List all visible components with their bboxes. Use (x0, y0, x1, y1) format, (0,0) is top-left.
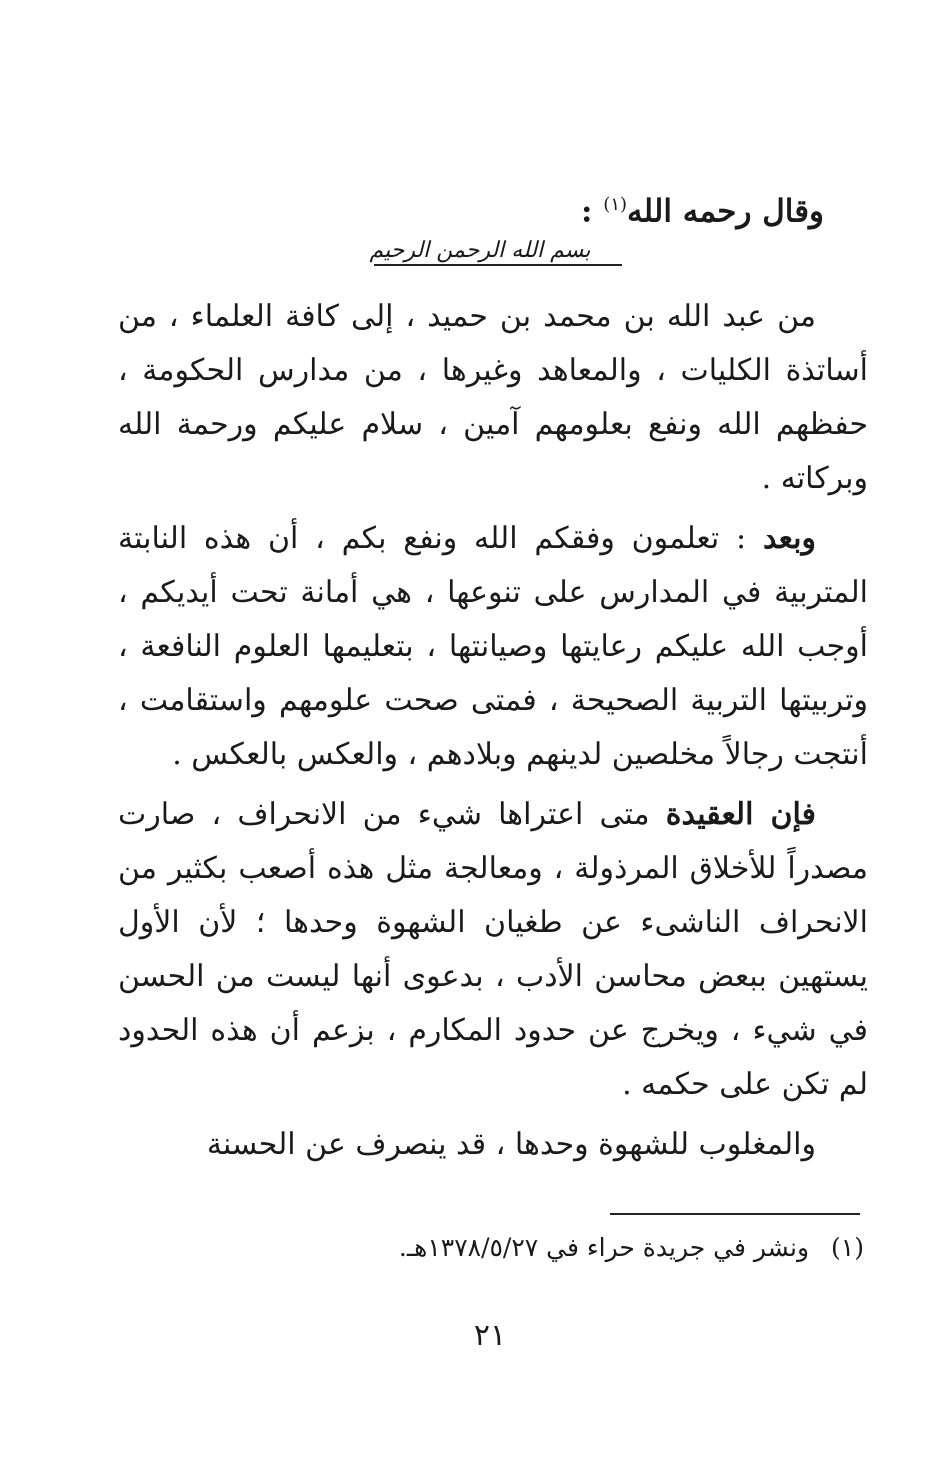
footnote-separator (610, 1213, 860, 1215)
paragraph-salutation (118, 290, 868, 506)
paragraph-text: من عبد الله بن محمد بن حميد ، إلى كافة العلماء ، من أساتذة الكليات ، والمعاهد وغيرها ، من مدارس الحكومة ، حفظهم الله ونفع بعلومهم آمين ، سلام عليكم ورحمة الله وبركاته . (118, 299, 868, 496)
footnote-reference: (١) (603, 194, 628, 215)
footnote-number: (١) (831, 1233, 864, 1262)
paragraph-text: : تعلمون وفقكم الله ونفع بكم ، أن هذه النابتة المتربية في المدارس على تنوعها ، هي أمانة تحت أيديكم ، أوجب الله عليكم رعايتها وصيانتها ، بتعليمها العلوم النافعة ، وتربيتها التربية الصحيحة ، فمتى صحت علومهم واستقامت ، أنتجت رجالاً مخلصين لدينهم وبلادهم ، والعكس بالعكس . (118, 521, 868, 772)
footnote-text: ونشر في جريدة حراء في ١٣٧٨/٥/٢٧هـ. (398, 1233, 810, 1262)
paragraph-lead: فإن العقيدة (665, 797, 816, 832)
paragraph-lead: وبعد (762, 521, 816, 556)
basmala: بسم الله الرحمن الرحيم (369, 238, 591, 263)
page-number: ٢١ (473, 1318, 507, 1353)
paragraph-creed (118, 788, 868, 1112)
paragraph-introduction (118, 512, 868, 782)
heading-text: وقال رحمه الله (627, 193, 824, 230)
paragraph-continuation (118, 1118, 868, 1172)
section-heading (581, 183, 824, 233)
body-text (118, 290, 868, 1178)
footnote (399, 1228, 864, 1268)
paragraph-text: متى اعتراها شيء من الانحراف ، صارت مصدراً للأخلاق المرذولة ، ومعالجة مثل هذه أصعب بكثير من الانحراف الناشىء عن طغيان الشهوة وحدها ؛ لأن الأول يستهين ببعض محاسن الأدب ، بدعوى أنها ليست من الحسن في شيء ، ويخرج عن حدود المكارم ، بزعم أن هذه الحدود لم تكن على حكمه . (118, 797, 868, 1102)
basmala-underline (374, 264, 622, 266)
heading-colon: : (581, 193, 604, 230)
paragraph-text: والمغلوب للشهوة وحدها ، قد ينصرف عن الحسنة (206, 1127, 816, 1162)
